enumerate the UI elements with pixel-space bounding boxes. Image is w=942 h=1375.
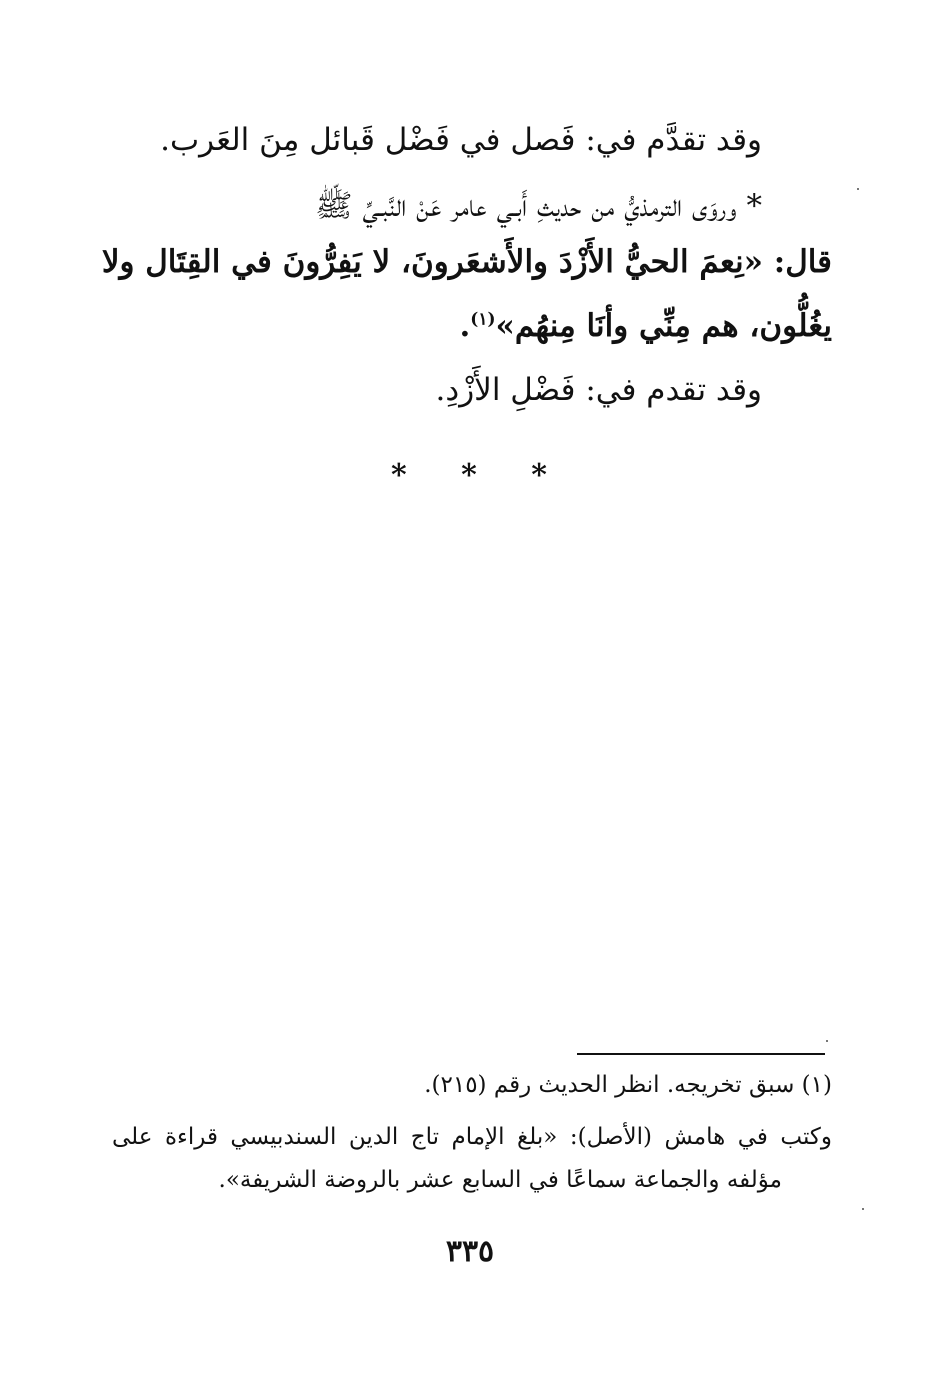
page-number: ٣٣٥ — [445, 1234, 495, 1269]
scan-speck — [862, 1208, 864, 1210]
sentence-end: . — [459, 308, 471, 344]
paragraph-line: * وروَى الترمذيُّ من حديثِ أَبـي عامر عَنْ النَّبـيِّ ﷺ — [315, 188, 762, 224]
paragraph-line: قال: «نِعمَ الحيُّ الأَزْدَ والأَشعَرونَ، لا يَفِرُّونَ في القِتَال ولا — [101, 244, 832, 280]
scan-speck — [826, 1040, 828, 1042]
footnote-line: مؤلفه والجماعة سماعًا في السابع عشر بالروضة الشريفة». — [218, 1167, 782, 1193]
paragraph-line — [112, 306, 832, 346]
section-separator: * * * — [391, 458, 569, 493]
footnote-line: وكتب في هامش (الأصل): «بلغ الإمام تاج الدين السندبيسي قراءة على — [112, 1124, 832, 1150]
footnote-reference: (١) — [470, 309, 496, 330]
paragraph-line: وقد تقدم في: فَضْلِ الأَزْدِ. — [435, 372, 762, 408]
scan-speck — [857, 188, 859, 190]
paragraph-line: وقد تقدَّم في: فَصل في فَضْل قَبائل مِنَ العَرب. — [160, 122, 762, 158]
footnote-divider — [577, 1053, 825, 1055]
footnote-line: (١) سبق تخريجه. انظر الحديث رقم (٢١٥). — [424, 1072, 832, 1098]
hadith-text: يغُلُّون، هم مِنِّي وأنَا مِنهُم» — [495, 308, 832, 344]
